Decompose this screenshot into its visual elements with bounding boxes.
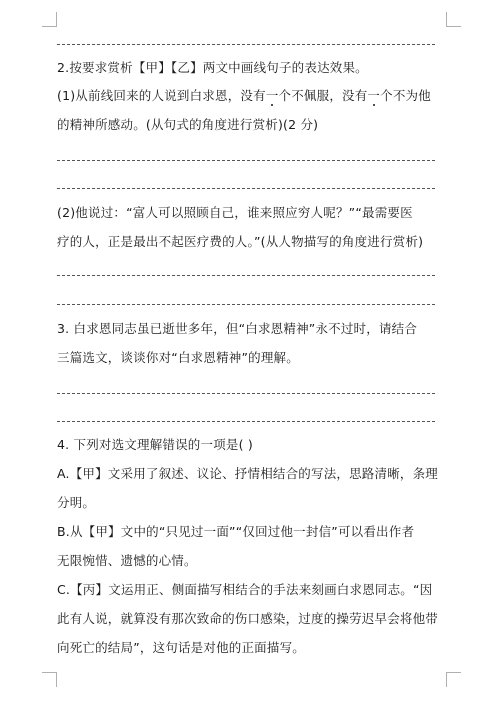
answer-line [57, 275, 435, 276]
q2-sub1-text-e: 个不为他 [380, 88, 431, 103]
q3-line1: 3. 白求恩同志虽已逝世多年，但“白求恩精神”永不过时，请结合 [57, 321, 418, 336]
q4-option-c-line3: 向死亡的结局”，这句话是对他的正面描写。 [57, 640, 305, 655]
answer-line [57, 421, 435, 422]
q4-option-c-line2: 此有人说，就算没有那次致命的伤口感染，过度的操劳迟早会将他带 [57, 611, 439, 626]
q2-sub1-text-c: 个不佩服，没有 [278, 88, 368, 103]
q2-sub2-line2: 疗的人，正是最出不起医疗费的人。”(从人物描写的角度进行赏析) [57, 234, 424, 249]
q2-sub1-line2: 的精神所感动。(从句式的角度进行赏析)(2 分) [57, 117, 319, 132]
q4-option-c-line1: C.【丙】文运用正、侧面描写相结合的手法来刻画白求恩同志。“因 [57, 582, 433, 597]
crop-mark-top-right [446, 12, 461, 27]
q4-option-a-line2: 分明。 [57, 495, 96, 510]
q2-sub2-line1: (2)他说过：“富人可以照顾自己，谁来照应穷人呢？”“最需要医 [57, 205, 413, 220]
crop-mark-bottom-right [446, 672, 461, 687]
crop-mark-top-left [42, 12, 57, 27]
q2-sub1-emphasis-1: 一 [265, 88, 279, 103]
q4-stem: 4. 下列对选文理解错误的一项是( ) [57, 437, 253, 452]
q4-option-b-line1: B.从【甲】文中的“只见过一面”“仅回过他一封信”可以看出作者 [57, 524, 415, 539]
answer-line [57, 393, 435, 394]
q4-option-a-line1: A.【甲】文采用了叙述、议论、抒情相结合的写法，思路清晰，条理 [57, 466, 439, 481]
answer-line [57, 188, 435, 189]
q2-title: 2.按要求赏析【甲】【乙】两文中画线句子的表达效果。 [57, 60, 368, 75]
q3-line2: 三篇选文，谈谈你对“白求恩精神”的理解。 [57, 350, 299, 365]
answer-line [57, 44, 435, 45]
answer-line [57, 160, 435, 161]
q2-sub1-text-a: (1)从前线回来的人说到白求恩，没有 [57, 88, 266, 103]
answer-line [57, 304, 435, 305]
q4-option-b-line2: 无限惋惜、遗憾的心情。 [57, 553, 197, 568]
q2-sub1-emphasis-2: 一 [367, 88, 381, 103]
crop-mark-bottom-left [42, 672, 57, 687]
q2-sub1-line1 [57, 88, 431, 104]
